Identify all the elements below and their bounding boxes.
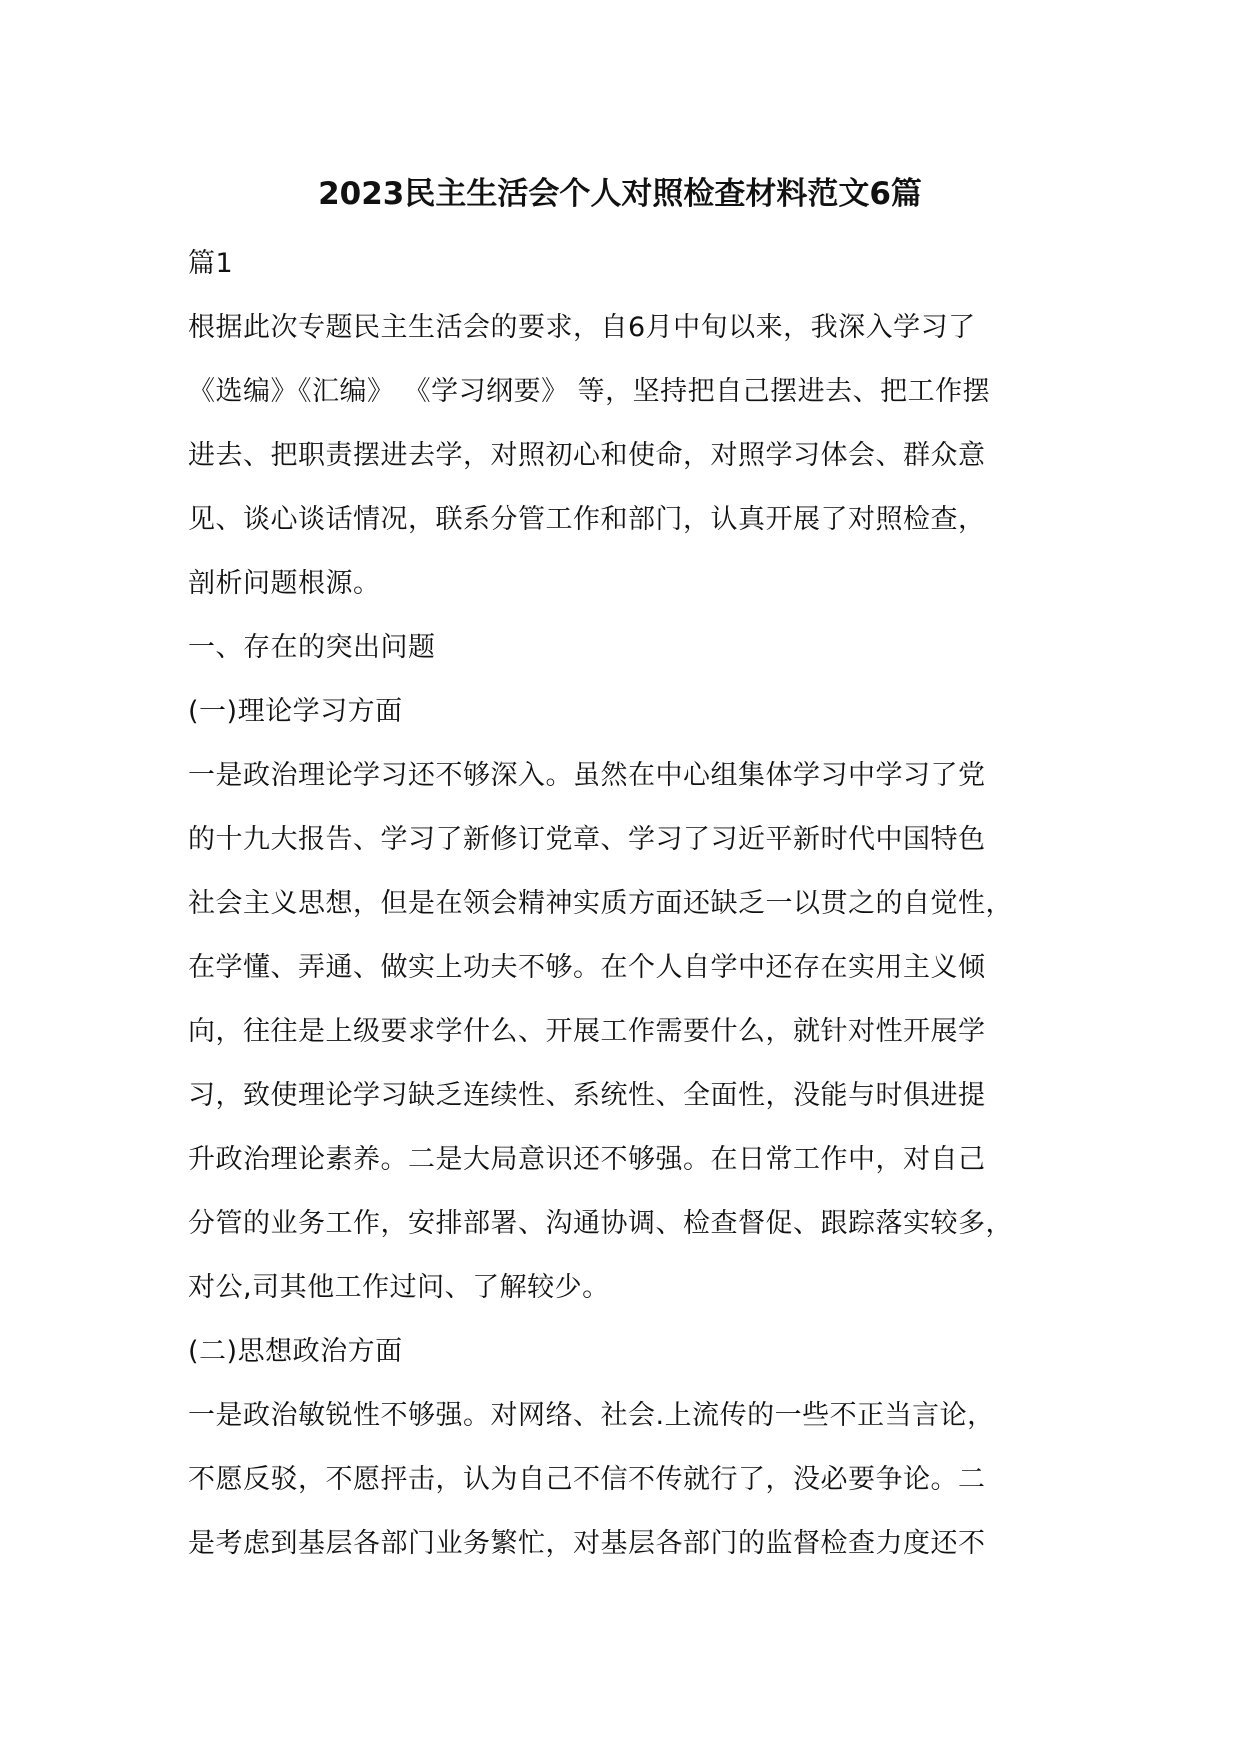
body-line: 对公,司其他工作过问、了解较少。	[188, 1272, 610, 1303]
body-line: 《选编》《汇编》 《学习纲要》 等，坚持把自己摆进去、把工作摆	[188, 376, 991, 407]
subsection-heading: (一)理论学习方面	[188, 696, 403, 727]
body-line: 习，致使理论学习缺乏连续性、系统性、全面性，没能与时俱进提	[188, 1080, 986, 1111]
section-heading: 一、存在的突出问题	[188, 632, 436, 663]
subsection-heading: (二)思想政治方面	[188, 1336, 403, 1367]
body-line: 社会主义思想，但是在领会精神实质方面还缺乏一以贯之的自觉性，	[188, 888, 1013, 919]
body-line: 根据此次专题民主生活会的要求，自6月中旬以来，我深入学习了	[188, 312, 976, 343]
body-line: 进去、把职责摆进去学，对照初心和使命，对照学习体会、群众意	[188, 440, 986, 471]
body-line: 是考虑到基层各部门业务繁忙，对基层各部门的监督检查力度还不	[188, 1528, 986, 1559]
body-line: 分管的业务工作，安排部署、沟通协调、检查督促、跟踪落实较多，	[188, 1208, 1013, 1239]
section-label-pian1: 篇1	[188, 248, 234, 279]
body-line: 不愿反驳，不愿抨击，认为自己不信不传就行了，没必要争论。二	[188, 1464, 986, 1495]
body-line: 在学懂、弄通、做实上功夫不够。在个人自学中还存在实用主义倾	[188, 952, 986, 983]
body-line: 的十九大报告、学习了新修订党章、学习了习近平新时代中国特色	[188, 824, 986, 855]
body-line: 剖析问题根源。	[188, 568, 381, 599]
document-title: 2023民主生活会个人对照检查材料范文6篇	[318, 176, 922, 212]
body-line: 一是政治理论学习还不够深入。虽然在中心组集体学习中学习了党	[188, 760, 986, 791]
body-line: 一是政治敏锐性不够强。对网络、社会.上流传的一些不正当言论，	[188, 1400, 995, 1431]
body-line: 向，往往是上级要求学什么、开展工作需要什么，就针对性开展学	[188, 1016, 986, 1047]
body-line: 见、谈心谈话情况，联系分管工作和部门，认真开展了对照检查，	[188, 504, 986, 535]
body-line: 升政治理论素养。二是大局意识还不够强。在日常工作中，对自己	[188, 1144, 986, 1175]
